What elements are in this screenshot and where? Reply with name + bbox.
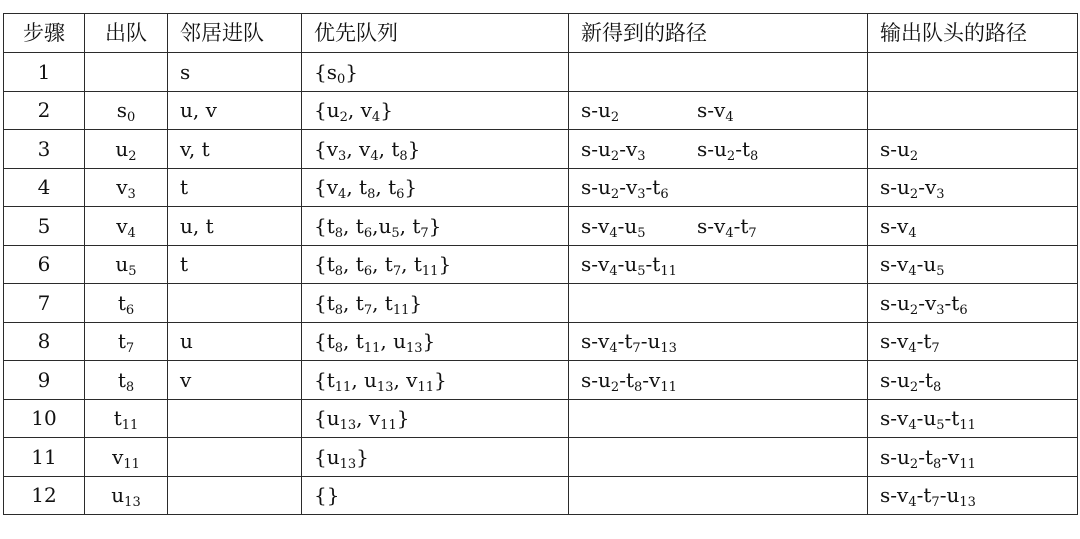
step-cell: 3 [4, 130, 85, 169]
new-path-primary: $s-v_4-t_7-u_{13}$ [581, 329, 677, 357]
table-header-row [4, 14, 1078, 53]
step-cell: 11 [4, 438, 85, 477]
output-path-cell: $s-u_2$ [868, 130, 1078, 169]
header-neighbors: 邻居进队 [168, 14, 302, 53]
output-path-cell [868, 91, 1078, 130]
new-paths-cell [569, 361, 868, 400]
header-new-paths: 新得到的路径 [569, 14, 868, 53]
neighbors-cell [168, 399, 302, 438]
dequeue-cell: $s_0$ [85, 91, 168, 130]
table-row [4, 438, 1078, 477]
table-row [4, 476, 1078, 515]
priority-queue-cell: {$t_8$, $t_{11}$, $u_{13}$} [302, 322, 569, 361]
new-path-primary: $s-v_4-u_5$ [581, 213, 646, 241]
priority-queue-cell: $\{s_0\}$ [302, 53, 569, 92]
table-row [4, 399, 1078, 438]
priority-queue-cell: {$t_{11}$, $u_{13}$, $v_{11}$} [302, 361, 569, 400]
step-cell: 10 [4, 399, 85, 438]
new-path-primary: $s-u_2-t_8-v_{11}$ [581, 367, 677, 395]
new-paths-cell [569, 438, 868, 477]
header-step: 步骤 [4, 14, 85, 53]
dequeue-cell: $t_7$ [85, 322, 168, 361]
dequeue-cell: $t_6$ [85, 284, 168, 323]
step-cell: 2 [4, 91, 85, 130]
dequeue-cell: $t_8$ [85, 361, 168, 400]
neighbors-cell [168, 438, 302, 477]
output-path-cell: $s-v_4-u_5$ [868, 245, 1078, 284]
new-paths-cell [569, 476, 868, 515]
shortest-path-steps-table [3, 13, 1078, 515]
neighbors-cell: s [168, 53, 302, 92]
output-path-cell: $s-v_4-t_7-u_{13}$ [868, 476, 1078, 515]
new-paths-cell [569, 130, 868, 169]
step-cell: 1 [4, 53, 85, 92]
priority-queue-cell: {$t_8$, $t_6,u_5$, $t_7$} [302, 207, 569, 246]
output-path-cell: $s-u_2-t_8$ [868, 361, 1078, 400]
step-cell: 6 [4, 245, 85, 284]
step-cell: 4 [4, 168, 85, 207]
table-row [4, 284, 1078, 323]
output-path-cell: $s-v_4$ [868, 207, 1078, 246]
priority-queue-cell: $\{u_{13}\}$ [302, 438, 569, 477]
priority-queue-cell: {$v_3$, $v_4$, $t_8$} [302, 130, 569, 169]
neighbors-cell [168, 476, 302, 515]
new-path-secondary: $s-v_4-t_7$ [697, 213, 757, 241]
table-row [4, 130, 1078, 169]
new-paths-cell [569, 399, 868, 438]
priority-queue-cell: {} [302, 476, 569, 515]
priority-queue-cell: {$t_8$, $t_6$, $t_7$, $t_{11}$} [302, 245, 569, 284]
dequeue-cell [85, 53, 168, 92]
dequeue-cell: $u_5$ [85, 245, 168, 284]
table-row [4, 53, 1078, 92]
header-priority-queue: 优先队列 [302, 14, 569, 53]
dequeue-cell: $v_3$ [85, 168, 168, 207]
new-paths-cell [569, 322, 868, 361]
new-path-secondary: $s-v_4$ [697, 98, 734, 126]
dequeue-cell: $u_2$ [85, 130, 168, 169]
dequeue-cell: $v_4$ [85, 207, 168, 246]
output-path-cell: $s-u_2-v_3$ [868, 168, 1078, 207]
new-path-primary: $s-v_4-u_5-t_{11}$ [581, 252, 677, 280]
output-path-cell: $s-u_2-v_3-t_6$ [868, 284, 1078, 323]
dequeue-cell: $v_{11}$ [85, 438, 168, 477]
new-paths-cell [569, 207, 868, 246]
new-path-secondary: $s-u_2-t_8$ [697, 136, 759, 164]
table-row [4, 168, 1078, 207]
table-row [4, 322, 1078, 361]
new-path-primary: $s-u_2-v_3$ [581, 136, 646, 164]
new-paths-cell [569, 53, 868, 92]
priority-queue-cell: {$u_{13}$, $v_{11}$} [302, 399, 569, 438]
priority-queue-cell: {$v_4$, $t_8$, $t_6$} [302, 168, 569, 207]
priority-queue-cell: {$u_2$, $v_4$} [302, 91, 569, 130]
step-cell: 9 [4, 361, 85, 400]
step-cell: 5 [4, 207, 85, 246]
neighbors-cell: v, t [168, 130, 302, 169]
dequeue-cell: $t_{11}$ [85, 399, 168, 438]
new-paths-cell [569, 91, 868, 130]
table-row [4, 361, 1078, 400]
neighbors-cell: t [168, 168, 302, 207]
table-row [4, 245, 1078, 284]
step-cell: 7 [4, 284, 85, 323]
header-output-path: 输出队头的路径 [868, 14, 1078, 53]
neighbors-cell: u, t [168, 207, 302, 246]
new-paths-cell [569, 245, 868, 284]
table-row [4, 91, 1078, 130]
step-cell: 8 [4, 322, 85, 361]
table-row [4, 207, 1078, 246]
output-path-cell: $s-v_4-u_5-t_{11}$ [868, 399, 1078, 438]
neighbors-cell [168, 284, 302, 323]
new-paths-cell [569, 168, 868, 207]
new-paths-cell [569, 284, 868, 323]
neighbors-cell: t [168, 245, 302, 284]
output-path-cell [868, 53, 1078, 92]
dequeue-cell: $u_{13}$ [85, 476, 168, 515]
header-dequeue: 出队 [85, 14, 168, 53]
new-path-primary: $s-u_2$ [581, 98, 620, 126]
neighbors-cell: v [168, 361, 302, 400]
priority-queue-cell: {$t_8$, $t_7$, $t_{11}$} [302, 284, 569, 323]
output-path-cell: $s-u_2-t_8-v_{11}$ [868, 438, 1078, 477]
output-path-cell: $s-v_4-t_7$ [868, 322, 1078, 361]
neighbors-cell: u, v [168, 91, 302, 130]
neighbors-cell: u [168, 322, 302, 361]
new-path-primary: $s-u_2-v_3-t_6$ [581, 175, 669, 203]
step-cell: 12 [4, 476, 85, 515]
